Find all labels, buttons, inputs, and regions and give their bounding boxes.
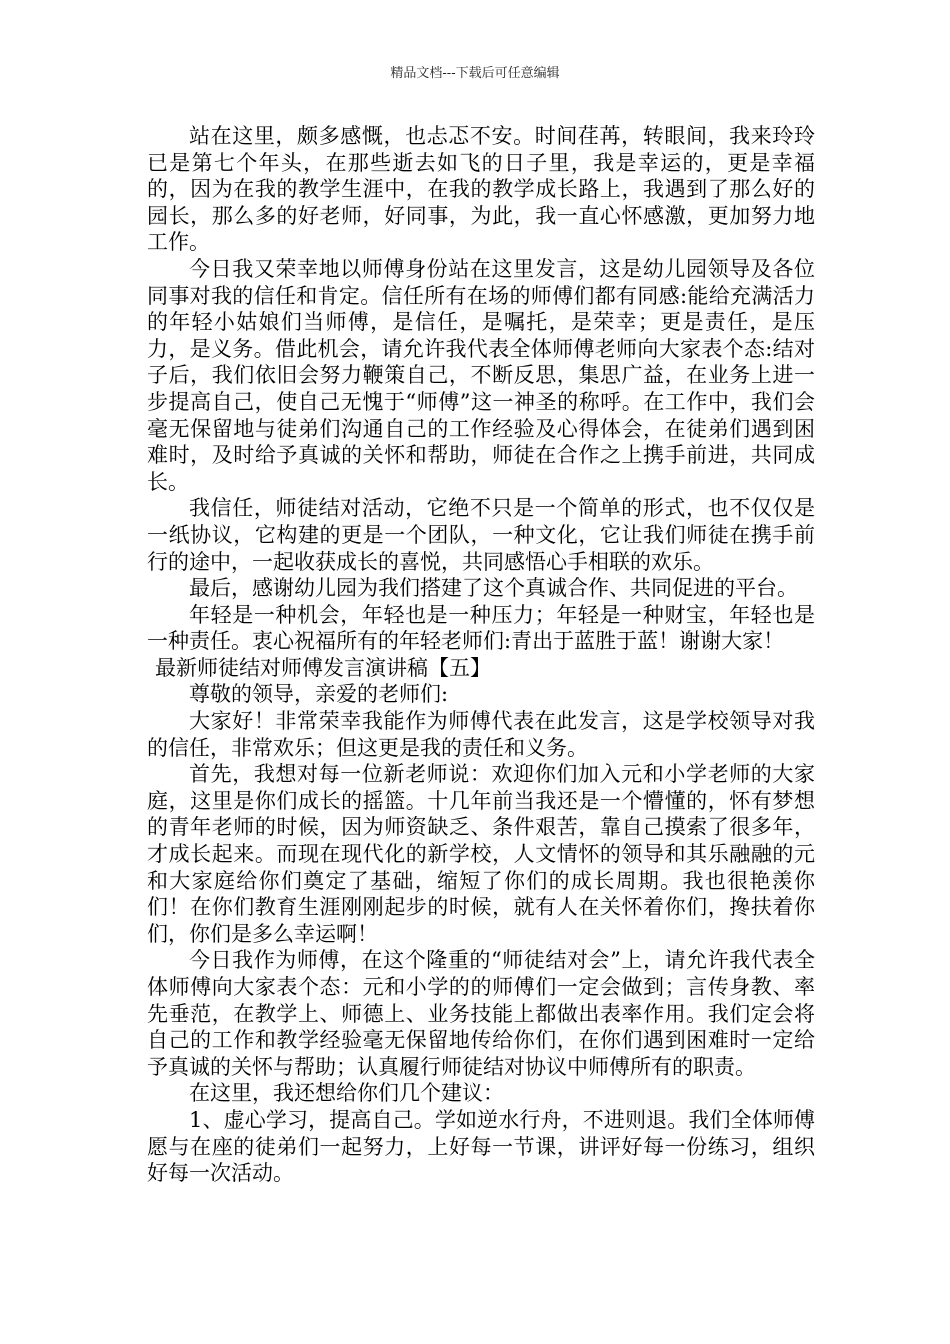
paragraph: 最后，感谢幼儿园为我们搭建了这个真诚合作、共同促进的平台。 [189, 576, 798, 601]
paragraph: 今日我又荣幸地以师傅身份站在这里发言，这是幼儿园领导及各位同事对我的信任和肯定。信任所有在场的师傅们都有同感:能给充满活力的年轻小姑娘们当师傅，是信任，是嘱托，是荣幸；更是责任，是压力，是义务。借此机会，请允许我代表全体师傅老师向大家表个态:结对子后，我们依旧会努力鞭策自己，不断反思，集思广益，在业务上进一步提高自己，使自己无愧于“师傅”这一神圣的称呼。在工作中，我们会毫无保留地与徒弟们沟通自己的工作经验及心得体会，在徒弟们遇到困难时，及时给予真诚的关怀和帮助，师徒在合作之上携手前进，共同成长。 [147, 256, 815, 494]
paragraph: 站在这里，颇多感慨，也忐忑不安。时间荏苒，转眼间，我来玲玲已是第七个年头，在那些逝去如飞的日子里，我是幸运的，更是幸福的，因为在我的教学生涯中，在我的教学成长路上，我遇到了那么好的园长，那么多的好老师，好同事，为此，我一直心怀感激，更加努力地工作。 [147, 124, 815, 255]
paragraph: 大家好！非常荣幸我能作为师傅代表在此发言，这是学校领导对我的信任，非常欢乐；但这更是我的责任和义务。 [147, 709, 815, 760]
salutation: 尊敬的领导，亲爱的老师们: [189, 682, 449, 707]
paragraph: 1、虚心学习，提高自己。学如逆水行舟，不进则退。我们全体师傅愿与在座的徒弟们一起努力，上好每一节课，讲评好每一份练习，组织好每一次活动。 [147, 1107, 815, 1186]
page-header: 精品文档---下载后可任意编辑 [390, 66, 560, 81]
section-heading: 最新师徒结对师傅发言演讲稿【五】 [155, 655, 491, 680]
paragraph: 首先，我想对每一位新老师说：欢迎你们加入元和小学老师的大家庭，这里是你们成长的摇篮。十几年前当我还是一个懵懂的，怀有梦想的青年老师的时候，因为师资缺乏、条件艰苦，靠自己摸索了很多年，才成长起来。而现在现代化的新学校，人文情怀的领导和其乐融融的元和大家庭给你们奠定了基础，缩短了你们的成长周期。我也很艳羡你们！在你们教育生涯刚刚起步的时候，就有人在关怀着你们，搀扶着你们，你们是多么幸运啊！ [147, 762, 815, 946]
paragraph: 今日我作为师傅，在这个隆重的“师徒结对会”上，请允许我代表全体师傅向大家表个态：元和小学的的师傅们一定会做到；言传身教、率先垂范，在教学上、师德上、业务技能上都做出表率作用。我们定会将自己的工作和教学经验毫无保留地传给你们，在你们遇到困难时一定给予真诚的关怀与帮助；认真履行师徒结对协议中师傅所有的职责。 [147, 948, 815, 1079]
paragraph: 在这里，我还想给你们几个建议： [189, 1081, 504, 1106]
document-body [147, 123, 815, 1187]
paragraph: 年轻是一种机会，年轻也是一种压力；年轻是一种财宝，年轻也是一种责任。衷心祝福所有的年轻老师们:青出于蓝胜于蓝！谢谢大家！ [147, 602, 815, 654]
paragraph: 我信任，师徒结对活动，它绝不只是一个简单的形式，也不仅仅是一纸协议，它构建的更是一个团队，一种文化，它让我们师徒在携手前行的途中，一起收获成长的喜悦，共同感悟心手相联的欢乐。 [147, 496, 815, 574]
